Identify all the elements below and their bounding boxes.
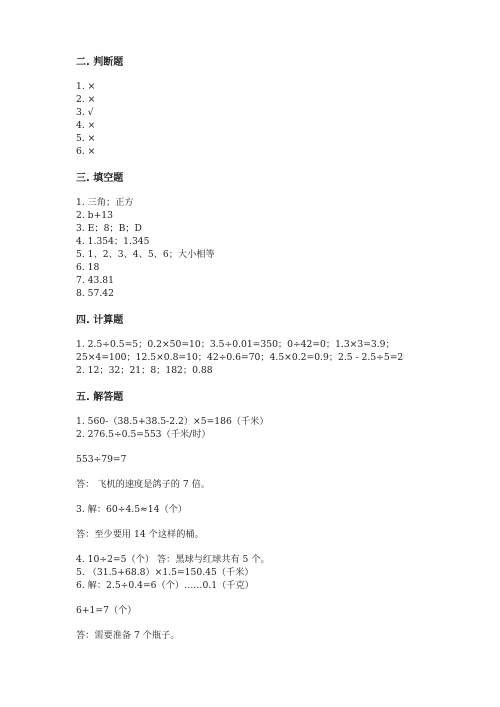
calc-line-3: 2. 12；32；21；8；182；0.88 — [76, 365, 213, 376]
answer-bucket: 答：至少要用 14 个这样的桶。 — [76, 529, 204, 540]
solve-line-553: 553÷79=7 — [76, 454, 127, 465]
solve-line-6: 6. 解：2.5÷0.4=6（个）……0.1（千克） — [76, 580, 254, 591]
section-title-fill: 三. 填空题 — [76, 173, 124, 184]
judge-item-5: 5. × — [76, 133, 96, 144]
fill-item-7: 7. 43.81 — [76, 275, 114, 286]
answer-plane: 答： 飞机的速度是鸽子的 7 倍。 — [76, 479, 211, 490]
fill-item-2: 2. b+13 — [76, 210, 113, 221]
calc-line-2: 25×4=100；12.5×0.8=10；42÷0.6=70；4.5×0.2=0.9；2.5 - 2.5÷5=2 — [76, 352, 404, 363]
fill-item-1: 1. 三角；正方 — [76, 197, 134, 208]
section-title-judge: 二. 判断题 — [76, 57, 124, 68]
fill-item-4: 4. 1.354；1.345 — [76, 236, 150, 247]
solve-line-3: 3. 解：60÷4.5≈14（个） — [76, 504, 188, 515]
fill-item-8: 8. 57.42 — [76, 288, 114, 299]
answer-sheet — [76, 56, 466, 642]
judge-item-3: 3. √ — [76, 107, 94, 118]
section-title-solve: 五. 解答题 — [76, 392, 124, 403]
solve-line-5: 5. （31.5+68.8）×1.5=150.45（千米） — [76, 567, 254, 578]
section-title-calc: 四. 计算题 — [76, 315, 124, 326]
answer-bottle: 答：需要准备 7 个瓶子。 — [76, 630, 180, 641]
judge-item-6: 6. × — [76, 146, 96, 157]
solve-line-2: 2. 276.5÷0.5=553（千米/时） — [76, 429, 211, 440]
fill-item-5: 5. 1、2、3、4、5、6；大小相等 — [76, 249, 215, 260]
solve-line-1: 1. 560-（38.5+38.5-2.2）×5=186（千米） — [76, 416, 269, 427]
fill-item-3: 3. E；8；B；D — [76, 223, 142, 234]
calc-line-1: 1. 2.5÷0.5=5；0.2×50=10；3.5÷0.01=350；0÷42=0；1.3×3=3.9； — [76, 339, 395, 350]
solve-line-4: 4. 10÷2=5（个） 答：黑球与红球共有 5 个。 — [76, 554, 270, 565]
judge-item-4: 4. × — [76, 120, 96, 131]
solve-line-6-total: 6+1=7（个） — [76, 605, 137, 616]
judge-item-2: 2. × — [76, 94, 96, 105]
fill-item-6: 6. 18 — [76, 262, 100, 273]
judge-item-1: 1. × — [76, 81, 96, 92]
